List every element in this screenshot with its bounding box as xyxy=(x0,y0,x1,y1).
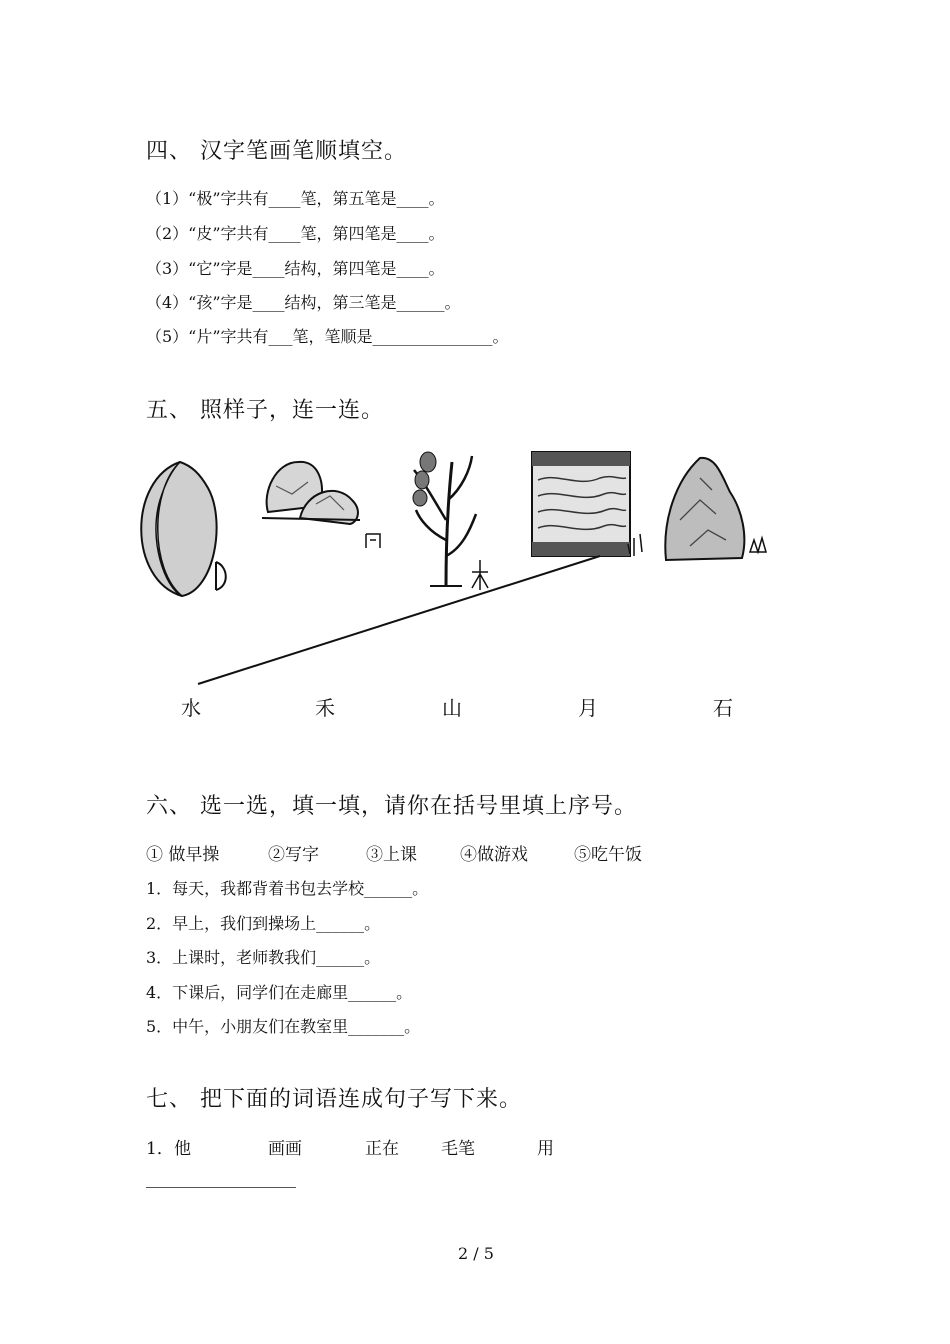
option-2: ②写字 xyxy=(268,845,319,865)
label-moon: 月 xyxy=(578,696,598,720)
section7-item-number: 1． xyxy=(146,1139,174,1159)
section6-item-5: 5．中午，小朋友们在教室里_______。 xyxy=(146,1017,421,1036)
section6-item-3: 3．上课时，老师教我们______。 xyxy=(146,948,381,967)
option-3: ③上课 xyxy=(366,845,417,865)
water-icon xyxy=(532,452,642,556)
option-1: ① 做早操 xyxy=(146,845,220,865)
word-4: 毛笔 xyxy=(441,1139,475,1159)
label-grain: 禾 xyxy=(315,696,335,720)
word-2: 画画 xyxy=(268,1139,302,1159)
section6-item-4: 4．下课后，同学们在走廊里______。 xyxy=(146,983,413,1002)
word-3: 正在 xyxy=(365,1139,399,1159)
section4-item-5: （5）“片”字共有___笔，笔顺是_______________。 xyxy=(146,327,509,346)
label-stone: 石 xyxy=(713,696,733,720)
section4-item-4: （4）“孩”字是____结构，第三笔是______。 xyxy=(146,293,461,312)
section6-heading: 六、 选一选，填一填，请你在括号里填上序号。 xyxy=(146,794,637,819)
option-4: ④做游戏 xyxy=(460,845,528,865)
grain-icon xyxy=(413,452,488,590)
section4-item-2: （2）“皮”字共有____笔，第四笔是____。 xyxy=(146,224,445,243)
page-number: 2 / 5 xyxy=(458,1244,494,1263)
section6-item-1: 1．每天，我都背着书包去学校______。 xyxy=(146,879,429,898)
section6-item-2: 2．早上，我们到操场上______。 xyxy=(146,914,381,933)
stone-icon xyxy=(262,462,380,548)
mountain-icon xyxy=(665,458,766,560)
section4-item-3: （3）“它”字是____结构，第四笔是____。 xyxy=(146,259,445,278)
answer-line xyxy=(146,1187,296,1188)
label-water: 水 xyxy=(181,696,201,720)
section4-heading: 四、 汉字笔画笔顺填空。 xyxy=(146,139,407,164)
option-5: ⑤吃午饭 xyxy=(574,845,642,865)
sample-connection-line xyxy=(198,556,600,684)
moon-icon xyxy=(141,462,226,596)
section4-item-1: （1）“极”字共有____笔，第五笔是____。 xyxy=(146,189,445,208)
label-mountain: 山 xyxy=(442,696,462,720)
section7-heading: 七、 把下面的词语连成句子写下来。 xyxy=(146,1087,522,1112)
section5-heading: 五、 照样子，连一连。 xyxy=(146,398,384,423)
word-5: 用 xyxy=(537,1139,554,1159)
word-1: 他 xyxy=(174,1139,191,1159)
